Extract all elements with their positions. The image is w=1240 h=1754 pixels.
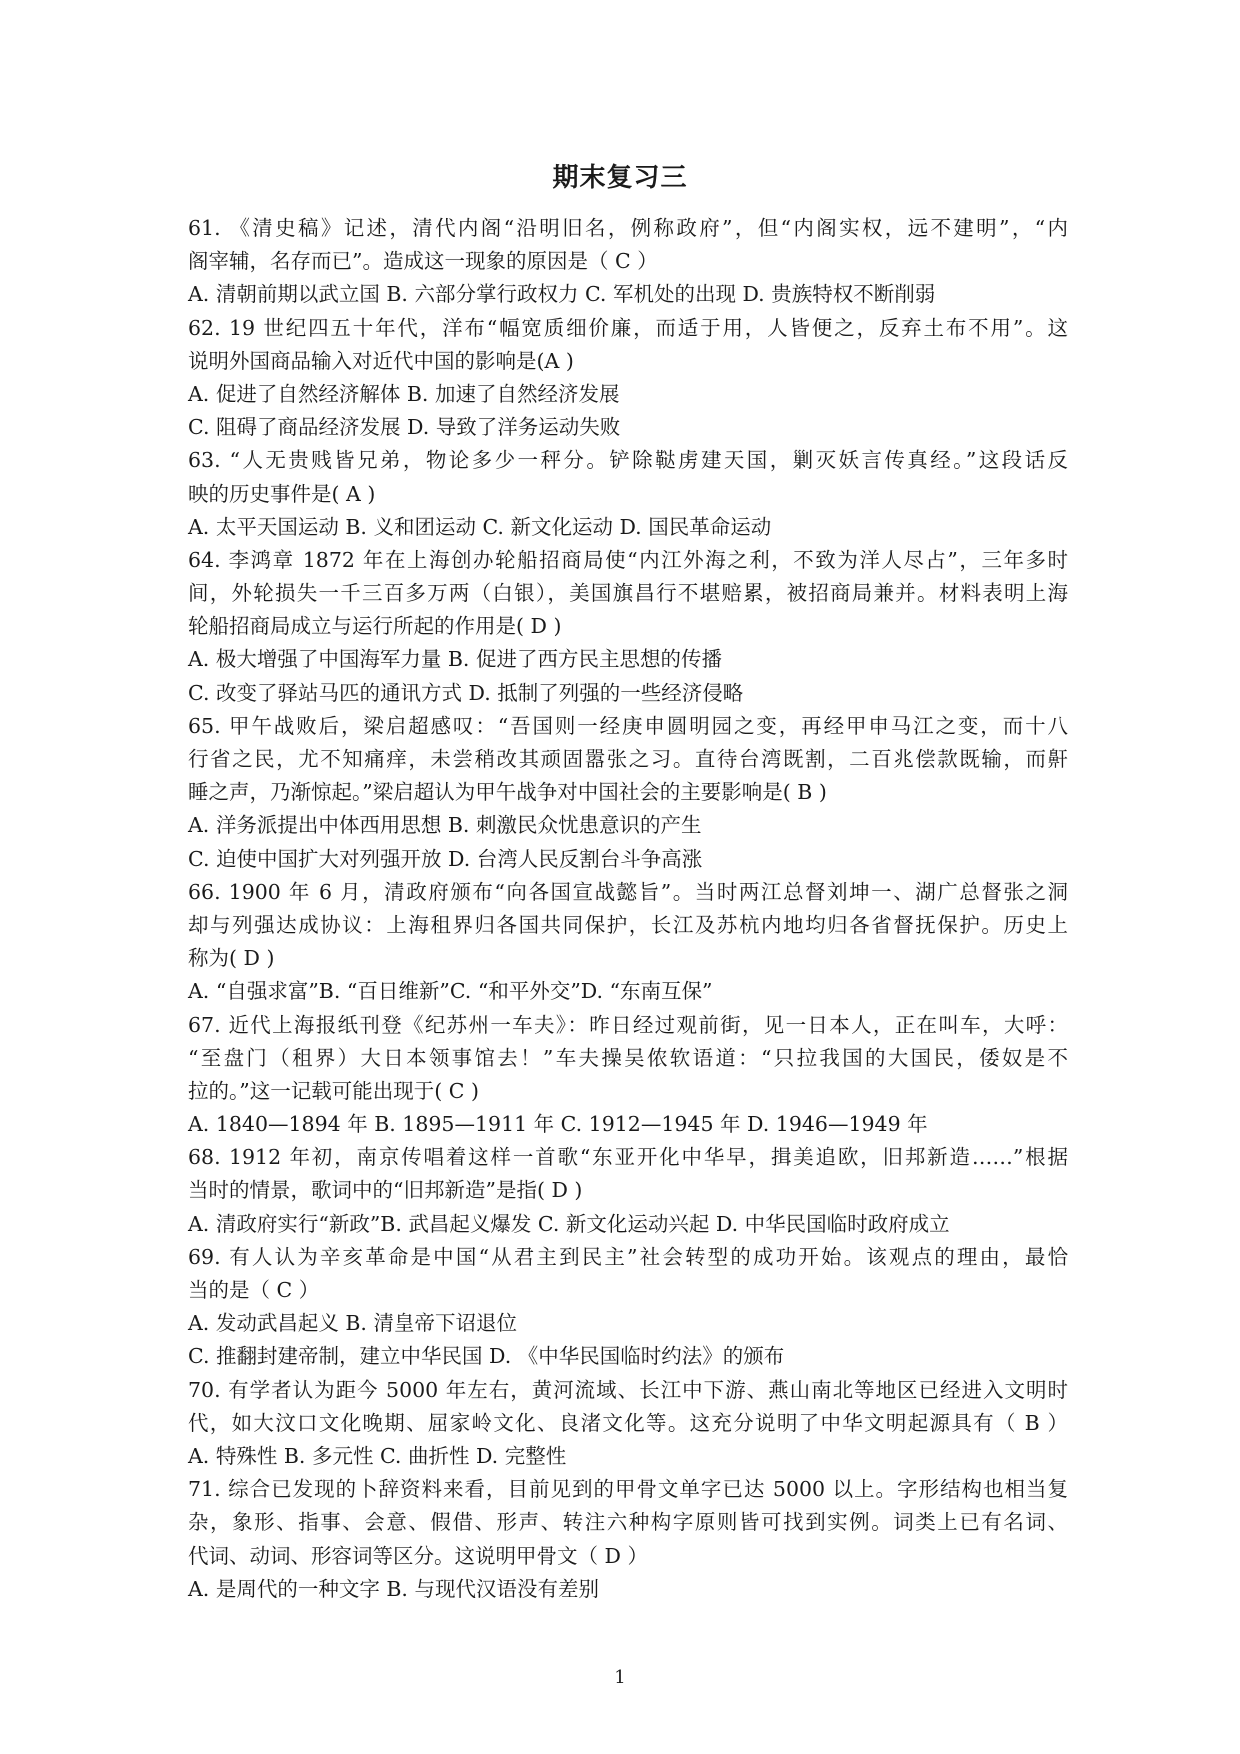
text-line: 杂，象形、指事、会意、假借、形声、转注六种构字原则皆可找到实例。词类上已有名词、 [188,1510,1068,1535]
text-line: A. 极大增强了中国海军力量 B. 促进了西方民主思想的传播 [188,647,722,672]
text-line: 代词、动词、形容词等区分。这说明甲骨文（ D ） [188,1543,648,1568]
text-line: C. 改变了驿站马匹的通讯方式 D. 抵制了列强的一些经济侵略 [188,680,744,705]
text-line: A. 清政府实行“新政”B. 武昌起义爆发 C. 新文化运动兴起 D. 中华民国临时政府成立 [188,1211,950,1236]
text-line: 拉的。”这一记载可能出现于( C ) [188,1078,479,1103]
text-line: 66. 1900 年 6 月，清政府颁布“向各国宣战懿旨”。当时两江总督刘坤一、湖广总督张之洞 [188,879,1068,904]
text-line: 代，如大汶口文化晚期、屈家岭文化、良渚文化等。这充分说明了中华文明起源具有（ B ） [188,1410,1068,1435]
page-number: 1 [614,1667,626,1688]
text-line: A. 太平天国运动 B. 义和团运动 C. 新文化运动 D. 国民革命运动 [188,514,772,539]
text-line: 当时的情景，歌词中的“旧邦新造”是指( D ) [188,1178,583,1203]
text-line: 69. 有人认为辛亥革命是中国“从君主到民主”社会转型的成功开始。该观点的理由，最恰 [188,1244,1068,1269]
text-line: “至盘门（租界）大日本领事馆去！”车夫操吴侬软语道：“只拉我国的大国民，倭奴是不 [188,1045,1068,1070]
text-line: 却与列强达成协议：上海租界归各国共同保护，长江及苏杭内地均归各省督抚保护。历史上 [188,912,1068,937]
text-line: 称为( D ) [188,946,275,971]
document-body [188,212,1068,1606]
text-line: A. 1840—1894 年 B. 1895—1911 年 C. 1912—1945 年 D. 1946—1949 年 [188,1112,928,1137]
text-line: A. 清朝前期以武立国 B. 六部分掌行政权力 C. 军机处的出现 D. 贵族特权不断削弱 [188,282,936,307]
text-line: A. 促进了自然经济解体 B. 加速了自然经济发展 [188,381,620,406]
text-line: 67. 近代上海报纸刊登《纪苏州一车夫》：昨日经过观前街，见一日本人，正在叫车，大呼： [188,1012,1068,1037]
text-line: 62. 19 世纪四五十年代，洋布“幅宽质细价廉，而适于用，人皆便之，反弃土布不用”。这 [188,315,1068,340]
text-line: 行省之民，尤不知痛痒，未尝稍改其顽固嚣张之习。直待台湾既割，二百兆偿款既输，而鼾 [188,747,1068,771]
text-line: 64. 李鸿章 1872 年在上海创办轮船招商局使“内江外海之利，不致为洋人尽占”，三年多时 [188,547,1068,572]
text-line: 65. 甲午战败后，梁启超感叹：“吾国则一经庚申圆明园之变，再经甲申马江之变，而十八 [188,713,1068,738]
text-line: A. 发动武昌起义 B. 清皇帝下诏退位 [188,1311,517,1336]
text-line: A. 洋务派提出中体西用思想 B. 刺激民众忧患意识的产生 [188,813,702,838]
text-line: 71. 综合已发现的卜辞资料来看，目前见到的甲骨文单字已达 5000 以上。字形结构也相当复 [188,1477,1068,1502]
text-line: 63. “人无贵贱皆兄弟，物论多少一秤分。铲除鞑虏建天国，剿灭妖言传真经。”这段话反 [188,448,1068,473]
text-line: A. “自强求富”B. “百日维新”C. “和平外交”D. “东南互保” [188,979,713,1004]
text-line: 映的历史事件是( A ) [188,481,376,506]
text-line: A. 特殊性 B. 多元性 C. 曲折性 D. 完整性 [188,1443,567,1468]
text-line: C. 推翻封建帝制，建立中华民国 D. 《中华民国临时约法》的颁布 [188,1344,785,1369]
text-line: 61. 《清史稿》记述，清代内阁“沿明旧名，例称政府”，但“内阁实权，远不建明”，“内 [188,216,1068,240]
page-title: 期末复习三 [552,163,688,193]
text-line: 睡之声，乃渐惊起。”梁启超认为甲午战争对中国社会的主要影响是( B ) [188,780,827,805]
text-line: 当的是（ C ） [188,1278,320,1302]
text-line: 阁宰辅，名存而已”。造成这一现象的原因是（ C ） [188,249,658,274]
text-line: 轮船招商局成立与运行所起的作用是( D ) [188,614,562,639]
text-line: C. 迫使中国扩大对列强开放 D. 台湾人民反割台斗争高涨 [188,846,703,871]
text-line: 70. 有学者认为距今 5000 年左右，黄河流域、长江中下游、燕山南北等地区已经进入文明时 [188,1377,1068,1402]
text-line: 间，外轮损失一千三百多万两（白银），美国旗昌行不堪赔累，被招商局兼并。材料表明上海 [188,581,1068,606]
text-line: 说明外国商品输入对近代中国的影响是(A ) [188,348,574,373]
text-line: A. 是周代的一种文字 B. 与现代汉语没有差别 [188,1576,599,1601]
text-line: C. 阻碍了商品经济发展 D. 导致了洋务运动失败 [188,415,621,440]
text-line: 68. 1912 年初，南京传唱着这样一首歌“东亚开化中华早，揖美追欧，旧邦新造……”根据 [188,1145,1068,1170]
